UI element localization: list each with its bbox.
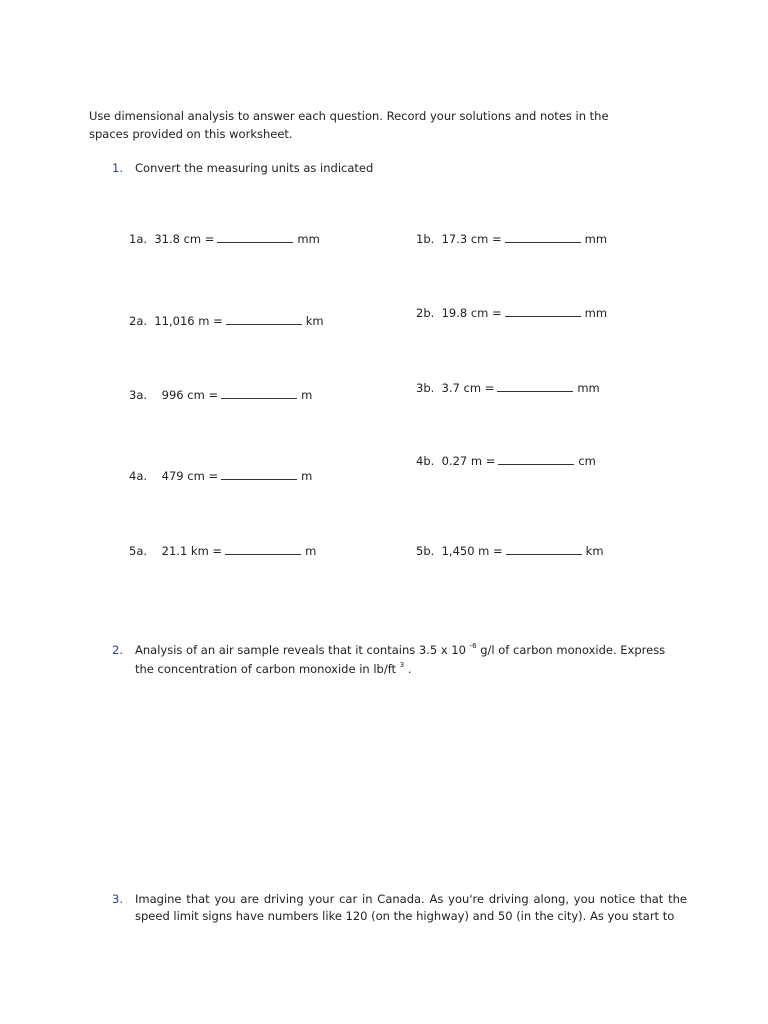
exponent: 3 xyxy=(399,661,405,669)
answer-blank[interactable] xyxy=(498,453,574,465)
question-number: 2. xyxy=(112,643,123,657)
question-text-part: g/l of carbon monoxide. Express the concentration of carbon monoxide in lb/ft xyxy=(135,643,666,676)
answer-blank[interactable] xyxy=(221,387,297,399)
item-given: 0.27 m = xyxy=(441,454,496,468)
item-given: 31.8 cm = xyxy=(154,232,215,246)
conversion-item-2b xyxy=(416,305,607,321)
answer-blank[interactable] xyxy=(226,313,302,325)
item-label: 3b. xyxy=(416,381,435,395)
item-unit: mm xyxy=(577,381,600,395)
conversion-item-4a xyxy=(129,468,312,484)
conversion-item-5a xyxy=(129,543,316,559)
item-unit: m xyxy=(305,544,317,558)
item-given: 21.1 km = xyxy=(161,544,223,558)
item-unit: mm xyxy=(584,232,608,246)
item-given: 3.7 cm = xyxy=(441,381,495,395)
instructions: Use dimensional analysis to answer each question. Record your solutions and notes in the spaces provided on this worksheet. xyxy=(89,109,609,141)
item-given: 996 cm = xyxy=(161,388,219,402)
item-unit: km xyxy=(585,544,604,558)
item-label: 1b. xyxy=(416,232,435,246)
answer-blank[interactable] xyxy=(505,305,581,317)
conversion-item-5b xyxy=(416,543,604,559)
answer-blank[interactable] xyxy=(221,468,297,480)
item-given: 17.3 cm = xyxy=(441,232,502,246)
question-2 xyxy=(112,641,687,679)
item-label: 5a. xyxy=(129,544,148,558)
question-text: Convert the measuring units as indicated xyxy=(135,161,374,175)
item-unit: cm xyxy=(578,454,596,468)
question-number: 1. xyxy=(112,161,123,175)
question-3 xyxy=(112,891,687,925)
item-unit: mm xyxy=(584,306,608,320)
item-label: 1a. xyxy=(129,232,148,246)
item-label: 3a. xyxy=(129,388,148,402)
question-text: Imagine that you are driving your car in Canada. As you're driving along, you notice that the speed limit signs have numbers like 120 (on the highway) and 50 (in the city). As you start to xyxy=(135,892,687,923)
item-given: 11,016 m = xyxy=(154,314,223,328)
answer-blank[interactable] xyxy=(506,543,582,555)
item-unit: m xyxy=(301,388,313,402)
item-label: 4b. xyxy=(416,454,435,468)
item-label: 4a. xyxy=(129,469,148,483)
answer-blank[interactable] xyxy=(505,231,581,243)
item-unit: mm xyxy=(297,232,320,246)
item-given: 1,450 m = xyxy=(441,544,503,558)
question-1 xyxy=(112,160,687,177)
question-text-part: . xyxy=(404,662,412,676)
question-text-part: Analysis of an air sample reveals that it contains 3.5 x 10 xyxy=(135,643,466,657)
conversion-item-3b xyxy=(416,380,600,396)
item-given: 479 cm = xyxy=(161,469,219,483)
answer-blank[interactable] xyxy=(497,380,573,392)
conversion-item-3a xyxy=(129,387,312,403)
item-label: 5b. xyxy=(416,544,435,558)
item-unit: m xyxy=(301,469,313,483)
exponent: -6 xyxy=(469,642,477,650)
answer-blank[interactable] xyxy=(225,543,301,555)
item-label: 2a. xyxy=(129,314,148,328)
conversion-item-1a xyxy=(129,231,320,247)
conversion-item-1b xyxy=(416,231,607,247)
item-given: 19.8 cm = xyxy=(441,306,502,320)
question-text xyxy=(135,641,687,679)
item-unit: km xyxy=(305,314,324,328)
item-label: 2b. xyxy=(416,306,435,320)
conversion-item-4b xyxy=(416,453,596,469)
question-number: 3. xyxy=(112,892,123,906)
answer-blank[interactable] xyxy=(217,231,293,243)
conversion-item-2a xyxy=(129,313,324,329)
